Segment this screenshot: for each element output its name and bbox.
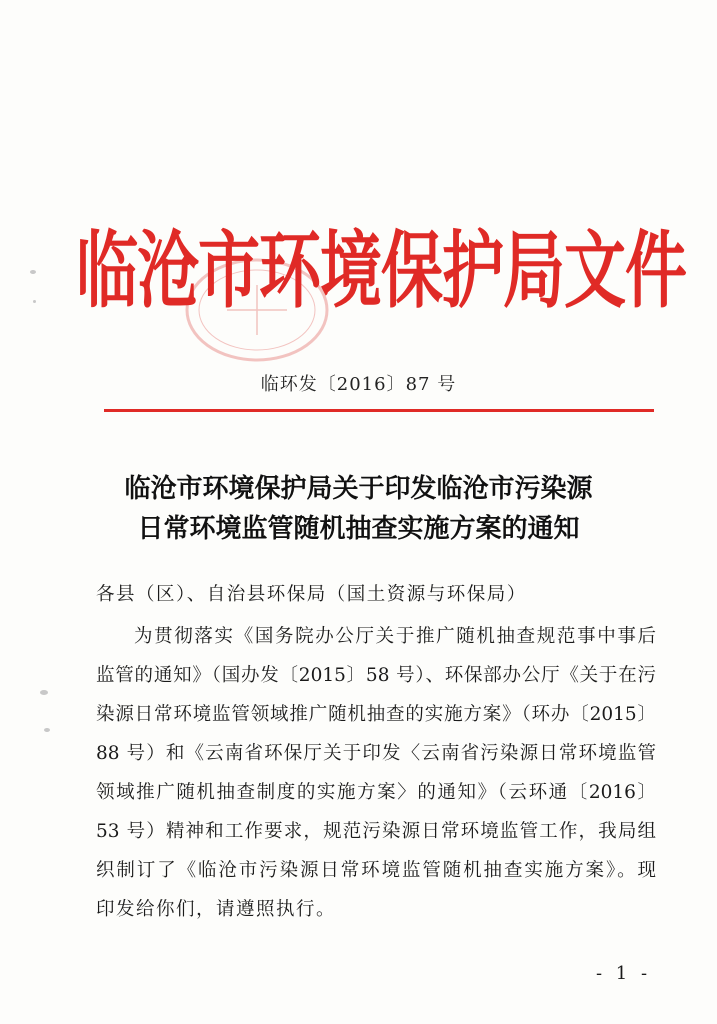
document-masthead: 临沧市环境保护局文件: [76, 220, 687, 320]
body-line: 印发给你们，请遵照执行。: [96, 899, 337, 920]
document-title-line-2: 日常环境监管随机抽查实施方案的通知: [137, 514, 580, 544]
body-line: 织制订了《临沧市污染源日常环境监管随机抽查实施方案》。现: [96, 860, 656, 881]
document-title-line-1: 临沧市环境保护局关于印发临沧市污染源: [124, 474, 593, 504]
red-divider-line: [104, 409, 654, 412]
body-line: 为贯彻落实《国务院办公厅关于推广随机抽查规范事中事后: [134, 626, 656, 647]
body-line: 53 号）精神和工作要求，规范污染源日常环境监管工作，我局组: [96, 821, 656, 842]
body-line: 88 号）和《云南省环保厅关于印发〈云南省污染源日常环境监管: [96, 743, 656, 764]
addressee: 各县（区）、自治县环保局（国土资源与环保局）: [96, 584, 527, 605]
scan-speck: [33, 300, 36, 303]
page-number: - 1 -: [596, 963, 652, 984]
document-number: 临环发〔2016〕87 号: [260, 374, 457, 395]
body-line: 领域推广随机抽查制度的实施方案〉的通知》（云环通〔2016〕: [96, 782, 656, 803]
scan-speck: [44, 728, 50, 732]
scan-speck: [30, 270, 36, 274]
scan-speck: [40, 690, 48, 695]
body-line: 染源日常环境监管领域推广随机抽查的实施方案》（环办〔2015〕: [96, 704, 656, 725]
body-line: 监管的通知》（国办发〔2015〕58 号）、环保部办公厅《关于在污: [96, 665, 656, 686]
